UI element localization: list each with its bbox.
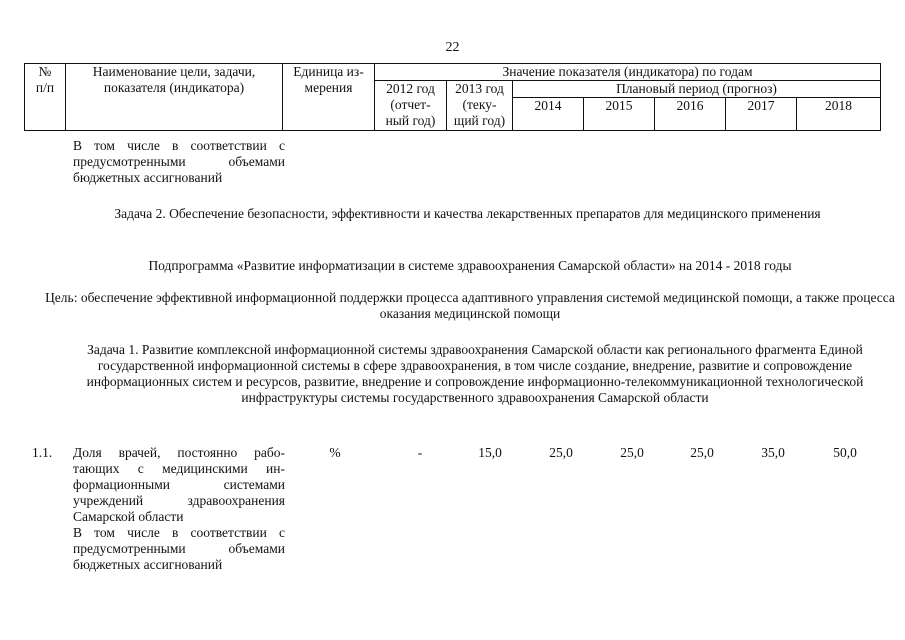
continuation-note: В том числе в соответствии с предусмотренными объемами бюджетных ассигнований xyxy=(73,138,285,185)
row-value-2014: 25,0 xyxy=(549,445,573,460)
header-plan-title: Плановый период (прогноз) xyxy=(513,81,881,98)
header-year-2016: 2016 xyxy=(655,98,726,131)
header-values-title: Значение показателя (индикатора) по годам xyxy=(375,64,881,81)
header-num: № п/п xyxy=(25,64,66,131)
row-value-2015: 25,0 xyxy=(620,445,644,460)
header-2013: 2013 год (теку- щий год) xyxy=(447,81,513,131)
header-name: Наименование цели, задачи, показателя (индикатора) xyxy=(66,64,283,131)
row-value-2012: - xyxy=(417,445,423,460)
subprogram-heading: Подпрограмма «Развитие информатизации в системе здравоохранения Самарской области» на 2014 - 2018 годы xyxy=(148,258,792,273)
header-year-2015: 2015 xyxy=(584,98,655,131)
goal-heading: Цель: обеспечение эффективной информационной поддержки процесса адаптивного управления системой медицинской помощи, а также процесса оказания медицинской помощи xyxy=(45,290,895,321)
header-year-2014: 2014 xyxy=(513,98,584,131)
task-1-heading: Задача 1. Развитие комплексной информационной системы здравоохранения Самарской области как регионального фрагмента Единой государственной информационной системы в сфере здравоохранения, в том числе создание, внедрение, развитие и сопровождение информационных систем и ресурсов, развитие, внедрение и сопровождение информационно-телекоммуникационной технологической инфраструктуры системы государственного здравоохранения Самарской области xyxy=(86,342,864,405)
indicator-table-header xyxy=(24,63,881,131)
task-2-heading: Задача 2. Обеспечение безопасности, эффективности и качества лекарственных препаратов для медицинского применения xyxy=(114,206,821,221)
row-unit: % xyxy=(329,445,341,460)
page-number: 22 xyxy=(445,40,460,55)
row-indicator-name: Доля врачей, постоянно рабо- тающих с медицинскими ин- формационными системами учреждений здравоохранения Самарской области В том числе в соответствии с предусмотренными объемами бюджетных ассигнований xyxy=(73,445,285,572)
row-number: 1.1. xyxy=(32,445,53,460)
row-value-2013: 15,0 xyxy=(478,445,502,460)
header-year-2018: 2018 xyxy=(797,98,881,131)
header-2012: 2012 год (отчет- ный год) xyxy=(375,81,447,131)
row-value-2018: 50,0 xyxy=(833,445,857,460)
header-unit: Единица из- мерения xyxy=(283,64,375,131)
header-year-2017: 2017 xyxy=(726,98,797,131)
row-value-2017: 35,0 xyxy=(761,445,785,460)
row-value-2016: 25,0 xyxy=(690,445,714,460)
